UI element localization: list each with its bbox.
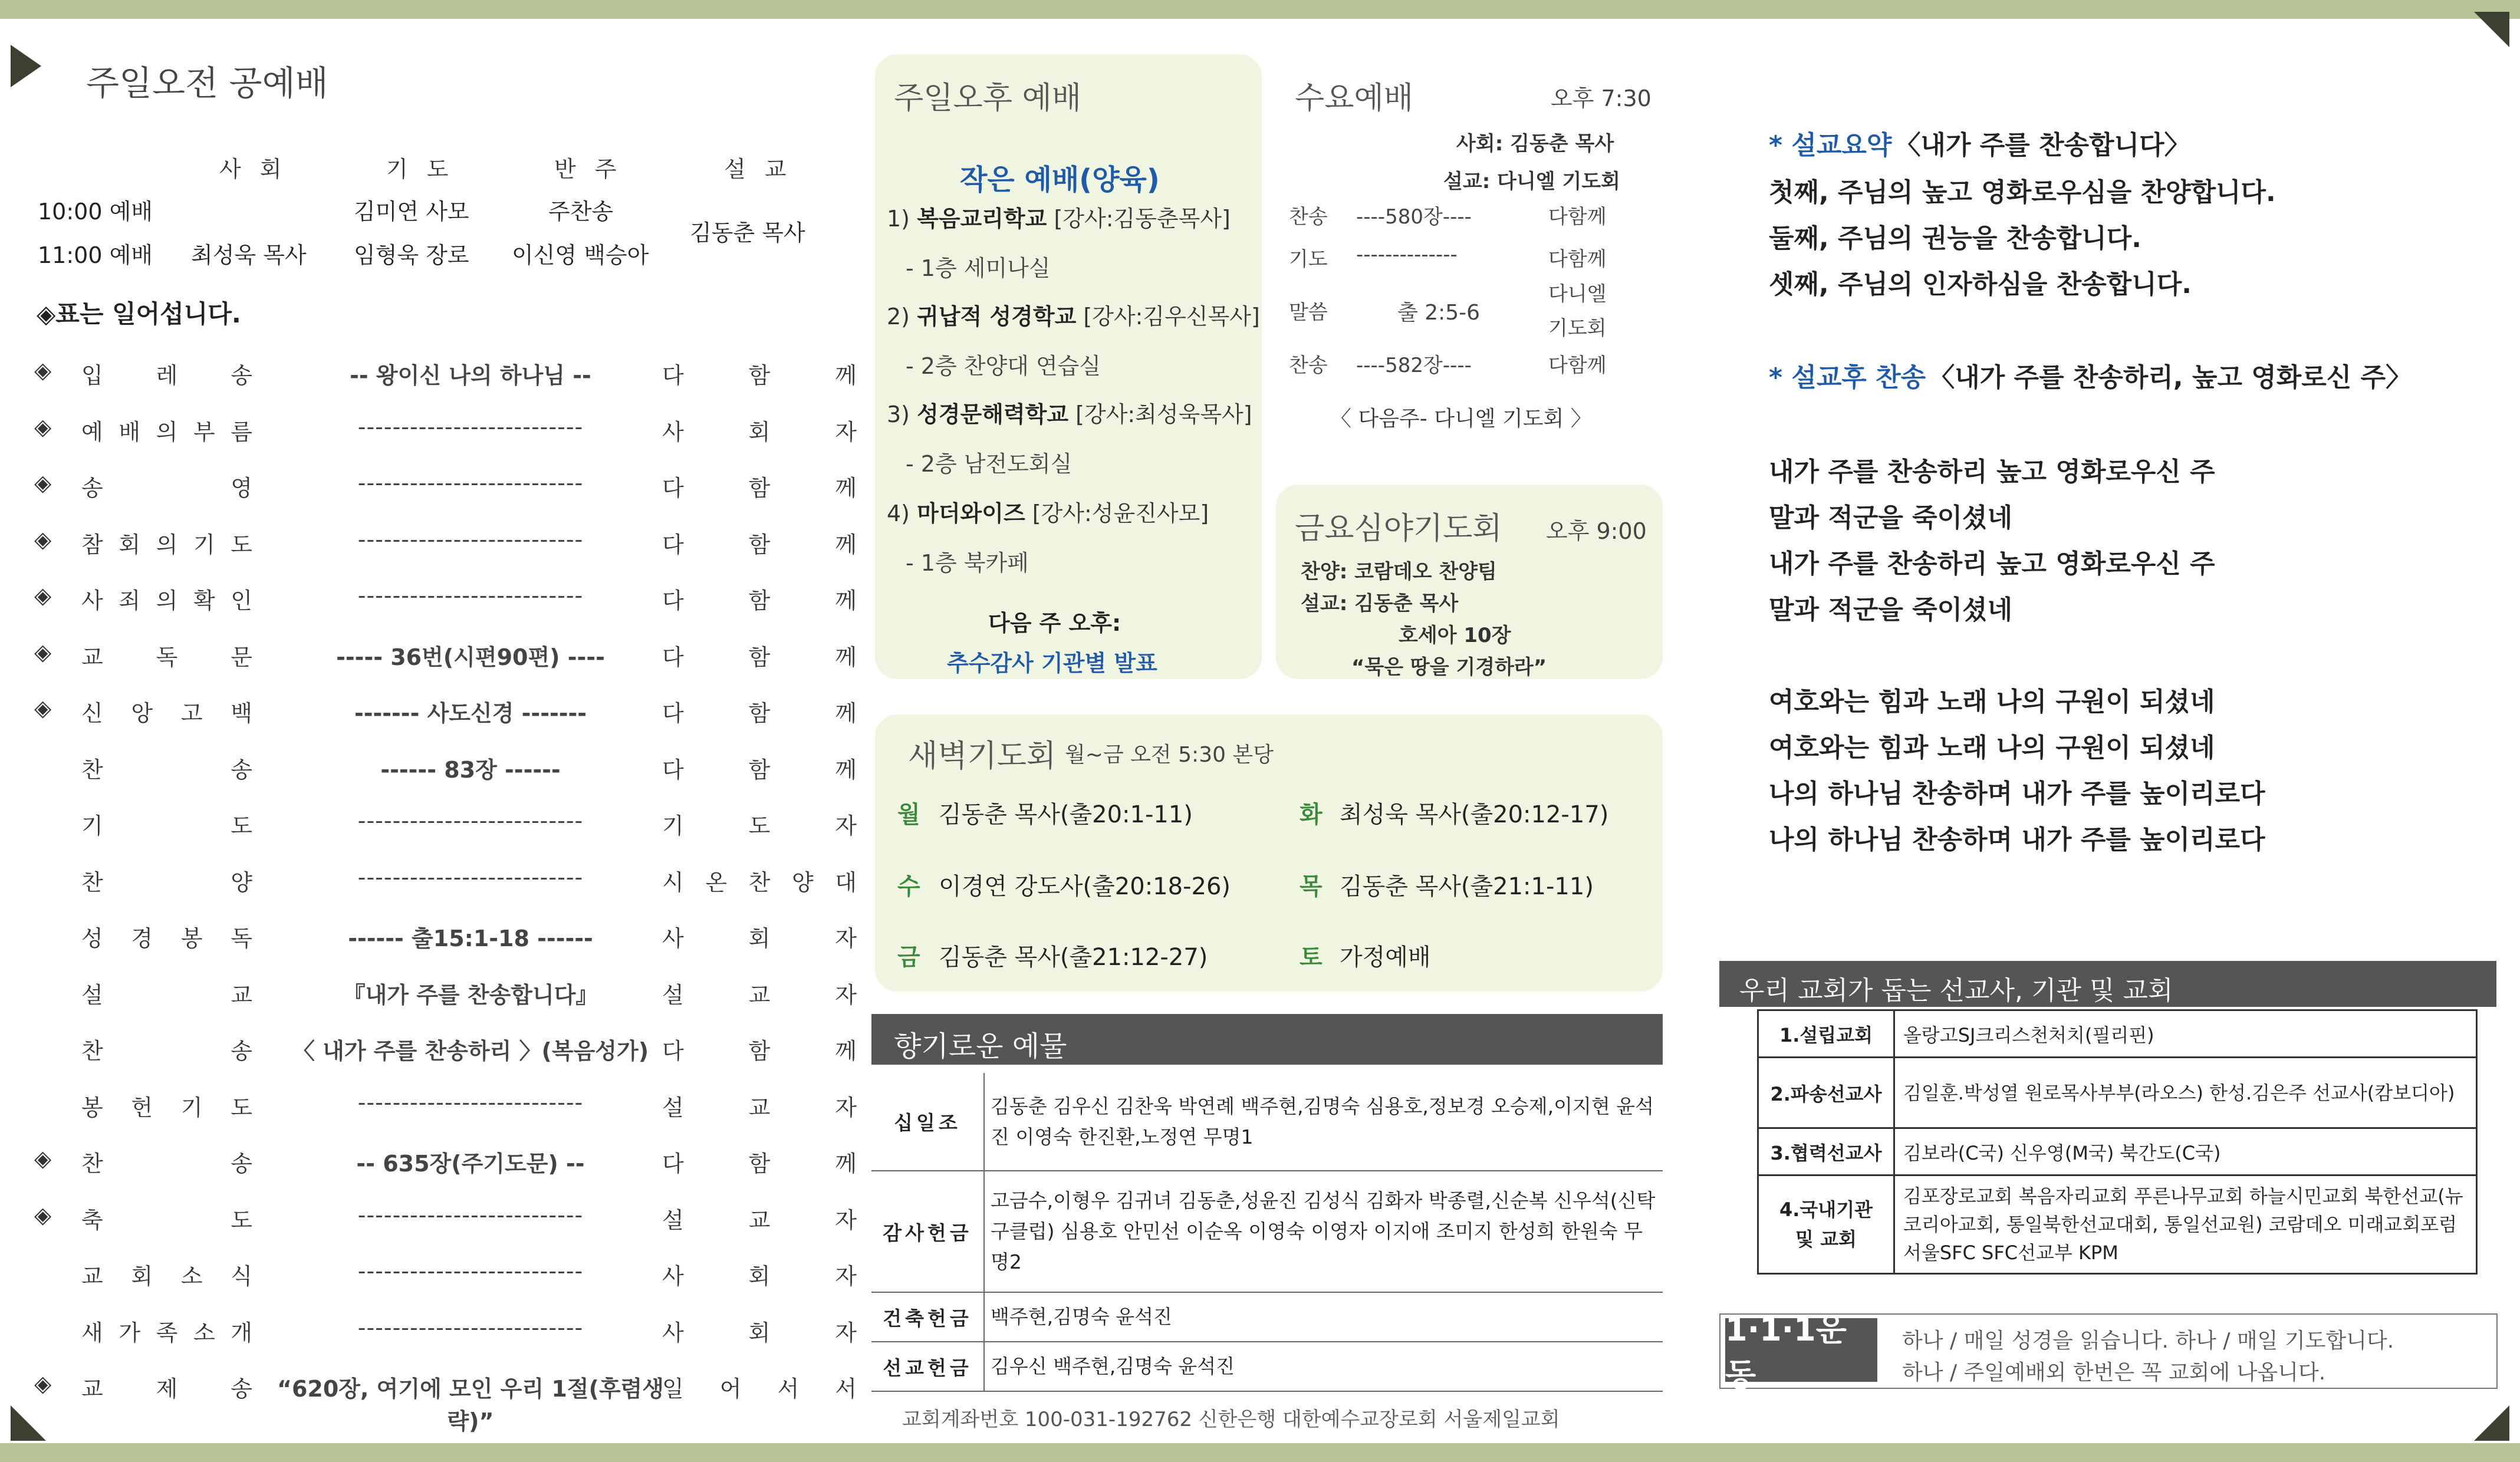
order-item-detail: ------- 사도신경 -------: [354, 700, 587, 726]
order-item-name: 새 가 족 소 개: [81, 1319, 252, 1346]
header-anthem: 반 주: [554, 156, 623, 182]
order-item-detail: ------ 출15:1-18 ------: [348, 926, 593, 951]
order-item-name: 예 배 의 부 름: [81, 419, 252, 445]
wednesday-item-name: 말씀: [1289, 301, 1328, 324]
mission-category: 2.파송선교사: [1758, 1058, 1894, 1128]
corner-triangle-bottom-right: [2474, 1405, 2509, 1441]
order-item: [34, 688, 857, 729]
lyric-line: 나의 하나님 찬송하며 내가 주를 높이리로다: [1769, 779, 2265, 809]
wednesday-host: 사회: 김동춘 목사: [1456, 132, 1614, 156]
school-teacher: [강사:성윤진사모]: [1032, 500, 1209, 526]
order-item: [34, 970, 857, 1011]
row-time: 10:00 예배: [38, 199, 153, 225]
standing-mark: ◈: [34, 357, 52, 383]
missions-row: [1758, 1128, 2477, 1175]
mission-names: 김보라(C국) 신우영(M국) 북간도(C국): [1894, 1128, 2477, 1175]
missions-row: [1758, 1058, 2477, 1128]
missions-table: [1757, 1009, 2478, 1275]
school-number: 1): [887, 206, 910, 232]
order-item-leader: 기 도 자: [662, 813, 857, 839]
school-item: [887, 200, 1231, 233]
school-item: [887, 396, 1252, 429]
school-teacher: [강사:김우신목사]: [1083, 304, 1260, 330]
school-name: 성경문해력학교: [917, 401, 1069, 427]
offering-names: 고금수,이형우 김귀녀 김동춘,성윤진 김성식 김화자 박종렬,신순복 신우석(신탁구클럽) 심용호 안민선 이순옥 이영숙 이영자 이지애 조미지 한성희 한원숙 무명2: [984, 1171, 1663, 1292]
lyric-line: 나의 하나님 찬송하며 내가 주를 높이리로다: [1769, 825, 2265, 855]
school-room: - 1층 세미나실: [906, 255, 1051, 281]
header-sermon: 설 교: [724, 156, 792, 182]
order-item-leader: 다 함 께: [662, 531, 857, 558]
closing-hymn-title: 〈내가 주를 찬송하리, 높고 영화로신 주〉: [1929, 363, 2412, 393]
standing-mark: ◈: [34, 582, 52, 608]
order-item-name: 교 독 문: [81, 644, 252, 670]
dawn-subtitle: 월~금 오전 5:30 본당: [1065, 743, 1274, 767]
school-name: 귀납적 성경학교: [917, 304, 1077, 330]
row-time: 11:00 예배: [38, 242, 153, 268]
order-item-leader: 일 어 서 서: [662, 1376, 857, 1402]
bottom-border-band: [0, 1443, 2520, 1462]
order-item: [34, 463, 857, 504]
offering-names: 백주현,김명숙 윤석진: [984, 1292, 1663, 1342]
standing-mark: ◈: [34, 526, 52, 552]
preacher-name: 김동춘 목사: [690, 220, 805, 246]
order-item-name: 찬 송: [81, 1038, 252, 1064]
order-item-leader: 다 함 께: [662, 363, 857, 388]
top-border-band: [0, 0, 2520, 19]
offering-type: 감사헌금: [871, 1171, 984, 1292]
school-teacher: [강사:최성욱목사]: [1075, 401, 1252, 427]
wednesday-item-mid: ----580장----: [1356, 205, 1472, 229]
lyric-line: 여호와는 힘과 노래 나의 구원이 되셨네: [1769, 687, 2215, 717]
offerings-title: 향기로운 예물: [894, 1030, 1067, 1063]
offerings-header: [871, 1014, 1663, 1065]
order-item-name: 입 레 송: [81, 363, 252, 388]
next-week-text: 추수감사 기관별 발표: [947, 650, 1157, 676]
sermon-point: 셋째, 주님의 인자하심을 찬송합니다.: [1769, 269, 2192, 299]
order-item-detail: --------------------------: [357, 526, 584, 552]
offerings-table: [871, 1073, 1663, 1392]
header-prayer: 기 도: [386, 156, 455, 182]
order-item-detail: --------------------------: [357, 470, 584, 496]
order-item-detail: “620장, 여기에 모인 우리 1절(후렴생략)”: [277, 1376, 664, 1434]
order-item-detail: --------------------------: [357, 864, 584, 890]
sermon-summary-heading: [1769, 124, 2190, 162]
dawn-leader: 김동춘 목사(출21:12-27): [939, 944, 1208, 971]
order-item-leader: 사 회 자: [662, 1319, 857, 1346]
row-prayer: 김미연 사모: [354, 199, 469, 225]
mission-names: 올랑고SJ크리스천처치(필리핀): [1894, 1010, 2477, 1058]
order-item: [34, 350, 857, 391]
order-item-name: 봉 헌 기 도: [81, 1094, 252, 1121]
order-item: [34, 1082, 857, 1124]
dawn-day: 토: [1300, 944, 1322, 971]
offerings-row: [871, 1171, 1663, 1292]
offerings-row: [871, 1073, 1663, 1171]
standing-mark: ◈: [34, 413, 52, 440]
school-item: [887, 495, 1209, 528]
mission-names: 김포장로교회 복음자리교회 푸른나무교회 하늘시민교회 북한선교(뉴코리아교회, 통일북한선교대회, 통일선교원) 코람데오 미래교회포럼 서울SFC SFC선교부 KPM: [1894, 1175, 2477, 1274]
order-item-name: 참 회 의 기 도: [81, 531, 252, 558]
order-item-name: 찬 송: [81, 1151, 252, 1177]
order-item: [34, 575, 857, 617]
order-item-detail: -- 왕이신 나의 하나님 --: [350, 363, 591, 388]
dawn-leader: 최성욱 목사(출20:12-17): [1340, 801, 1609, 828]
order-item-name: 송 영: [81, 475, 252, 501]
dawn-day: 금: [897, 944, 920, 971]
dawn-day: 월: [897, 801, 920, 828]
order-item-leader: 다 함 께: [662, 644, 857, 670]
order-item-leader: 다 함 께: [662, 700, 857, 726]
offering-type: 선교헌금: [871, 1342, 984, 1391]
order-item-detail: --------------------------: [357, 1201, 584, 1228]
wednesday-item-name: 기도: [1289, 248, 1328, 271]
movement-line: 하나 / 주일예배외 한번은 꼭 교회에 나옵니다.: [1902, 1361, 2326, 1385]
wednesday-item-mid: ----582장----: [1356, 354, 1472, 377]
school-item: [887, 298, 1260, 331]
dawn-leader: 이경연 강도사(출20:18-26): [939, 873, 1231, 900]
sermon-summary-label: * 설교요약: [1769, 130, 1892, 160]
order-item-leader: 사 회 자: [662, 1263, 857, 1289]
missions-title: 우리 교회가 돕는 선교사, 기관 및 교회: [1739, 976, 2173, 1006]
order-item-leader: 다 함 께: [662, 756, 857, 783]
order-item-leader: 다 함 께: [662, 1151, 857, 1177]
order-item-name: 신 앙 고 백: [81, 700, 252, 726]
order-item-name: 성 경 봉 독: [81, 926, 252, 951]
dawn-leader: 김동춘 목사(출21:1-11): [1340, 873, 1594, 900]
school-room: - 2층 찬양대 연습실: [906, 353, 1101, 379]
order-item-detail: ----- 36번(시편90편) ----: [336, 644, 605, 670]
wednesday-item-mid: 출 2:5-6: [1397, 301, 1481, 325]
order-item-detail: --------------------------: [357, 808, 584, 834]
wednesday-item-name: 찬송: [1289, 354, 1328, 377]
order-item-detail: --------------------------: [357, 1314, 584, 1341]
standing-mark: ◈: [34, 1145, 52, 1171]
friday-title: 금요심야기도회: [1295, 511, 1502, 546]
wednesday-item-name: 찬송: [1289, 205, 1328, 229]
standing-mark: ◈: [34, 638, 52, 665]
order-item: [34, 801, 857, 842]
school-number: 3): [887, 401, 910, 427]
header-host: 사 회: [219, 156, 288, 182]
closing-hymn-heading: [1769, 356, 2412, 394]
order-item: [34, 913, 857, 954]
order-item-name: 축 도: [81, 1207, 252, 1233]
order-item-leader: 사 회 자: [662, 926, 857, 951]
order-item: [34, 407, 857, 448]
wednesday-title: 수요예배: [1295, 81, 1413, 116]
wednesday-item-who: 다니엘 기도회: [1548, 282, 1607, 340]
order-item-name: 교 제 송: [81, 1376, 252, 1402]
order-item: [34, 745, 857, 786]
order-item: [34, 632, 857, 673]
standing-mark: ◈: [34, 1201, 52, 1228]
order-item-detail: 〈 내가 주를 찬송하리 〉(복음성가): [292, 1038, 649, 1064]
movement-line: 하나 / 매일 성경을 읽습니다. 하나 / 매일 기도합니다.: [1902, 1329, 2394, 1353]
order-item-name: 사 죄 의 확 인: [81, 588, 252, 614]
order-item-detail: --------------------------: [357, 413, 584, 440]
standing-note: ◈표는 일어섭니다.: [37, 299, 241, 328]
mission-category: 3.협력선교사: [1758, 1128, 1894, 1175]
order-item-detail: 『내가 주를 찬송합니다』: [343, 982, 598, 1008]
missions-header: [1719, 961, 2496, 1007]
lyric-line: 내가 주를 찬송하리 높고 영화로우신 주: [1769, 457, 2215, 487]
dawn-leader: 김동춘 목사(출20:1-11): [939, 801, 1193, 828]
order-item-name: 설 교: [81, 982, 252, 1008]
order-item-name: 찬 송: [81, 756, 252, 783]
row-prayer: 임형욱 장로: [354, 242, 469, 268]
order-item-name: 찬 양: [81, 869, 252, 895]
school-room: - 1층 북카페: [906, 550, 1029, 576]
offerings-row: [871, 1342, 1663, 1391]
school-name: 마더와이즈: [917, 500, 1025, 526]
dawn-day: 목: [1300, 873, 1322, 900]
offering-names: 김동춘 김우신 김찬욱 박연례 백주현,김명숙 심용호,정보경 오승제,이지현 윤석진 이영숙 한진환,노정연 무명1: [984, 1073, 1663, 1171]
order-item: [34, 1308, 857, 1349]
morning-service-title: 주일오전 공예배: [86, 63, 328, 103]
lyric-line: 내가 주를 찬송하리 높고 영화로우신 주: [1769, 549, 2215, 579]
order-item-detail: ------ 83장 ------: [380, 756, 561, 783]
row-anthem: 이신영 백승아: [512, 242, 649, 268]
lyric-line: 여호와는 힘과 노래 나의 구원이 되셨네: [1769, 733, 2215, 763]
friday-preacher: 설교: 김동춘 목사: [1301, 592, 1459, 615]
order-item-detail: --------------------------: [357, 1089, 584, 1115]
order-item-name: 기 도: [81, 813, 252, 839]
missions-row: [1758, 1010, 2477, 1058]
wednesday-item-who: 다함께: [1548, 205, 1607, 229]
standing-mark: ◈: [34, 695, 52, 721]
mission-names: 김일훈.박성열 원로목사부부(라오스) 한성.김은주 선교사(캄보디아): [1894, 1058, 2477, 1128]
wednesday-time: 오후 7:30: [1551, 85, 1652, 111]
order-item: [34, 1251, 857, 1292]
friday-quote: “묵은 땅을 기경하라”: [1351, 656, 1547, 679]
order-item: [34, 1026, 857, 1067]
friday-praise: 찬양: 코람데오 찬양팀: [1301, 560, 1497, 584]
closing-hymn-label: * 설교후 찬송: [1769, 363, 1926, 393]
order-item-leader: 설 교 자: [662, 982, 857, 1008]
order-item-detail: --------------------------: [357, 1258, 584, 1284]
school-room: - 2층 남전도회실: [906, 451, 1073, 477]
corner-triangle-top-left: [11, 45, 41, 87]
sermon-point: 첫째, 주님의 높고 영화로우심을 찬양합니다.: [1769, 177, 2276, 208]
wednesday-next: 〈 다음주- 다니엘 기도회 〉: [1330, 407, 1592, 431]
standing-mark: ◈: [34, 470, 52, 496]
order-item-leader: 사 회 자: [662, 419, 857, 445]
wednesday-item-who: 다함께: [1548, 248, 1607, 271]
mission-category: 1.설립교회: [1758, 1010, 1894, 1058]
order-item: [34, 519, 857, 561]
lyric-line: 말과 적군을 죽이셨네: [1769, 503, 2013, 533]
order-item-detail: -- 635장(주기도문) --: [356, 1151, 585, 1177]
next-week-label: 다음 주 오후:: [988, 610, 1121, 636]
corner-triangle-top-right: [2474, 12, 2509, 47]
order-item: [34, 857, 857, 898]
order-item-leader: 시 온 찬 양 대: [662, 869, 857, 895]
order-item: [34, 1364, 857, 1434]
row-anthem: 주찬송: [548, 199, 614, 225]
row-host: 최성욱 목사: [191, 242, 307, 268]
dawn-day: 화: [1300, 801, 1322, 828]
lyric-line: 말과 적군을 죽이셨네: [1769, 595, 2013, 625]
dawn-title: 새벽기도회: [908, 739, 1057, 774]
wednesday-item-mid: --------------: [1356, 243, 1458, 266]
movement-tag: 1·1·1운동: [1725, 1318, 1877, 1382]
church-account-info: 교회계좌번호 100-031-192762 신한은행 대한예수교장로회 서울제일교회: [902, 1408, 1560, 1431]
afternoon-subtitle: 작은 예배(양육): [960, 163, 1160, 196]
offering-type: 건축헌금: [871, 1292, 984, 1342]
offering-type: 십일조: [871, 1073, 984, 1171]
school-teacher: [강사:김동춘목사]: [1054, 206, 1231, 232]
order-item-leader: 설 교 자: [662, 1207, 857, 1233]
sermon-point: 둘째, 주님의 권능을 찬송합니다.: [1769, 223, 2141, 253]
afternoon-title: 주일오후 예배: [894, 81, 1081, 116]
order-item-leader: 다 함 께: [662, 1038, 857, 1064]
standing-mark: ◈: [34, 1371, 52, 1397]
order-item-leader: 설 교 자: [662, 1094, 857, 1121]
order-item-leader: 다 함 께: [662, 588, 857, 614]
order-item-detail: --------------------------: [357, 582, 584, 608]
offerings-row: [871, 1292, 1663, 1342]
school-number: 4): [887, 500, 910, 526]
missions-row: [1758, 1175, 2477, 1274]
offering-names: 김우신 백주현,김명숙 윤석진: [984, 1342, 1663, 1391]
order-item-name: 교 회 소 식: [81, 1263, 252, 1289]
dawn-leader: 가정예배: [1340, 944, 1431, 971]
wednesday-item-who: 다함께: [1548, 354, 1607, 377]
mission-category: 4.국내기관 및 교회: [1758, 1175, 1894, 1274]
dawn-day: 수: [897, 873, 920, 900]
corner-triangle-bottom-left: [11, 1405, 46, 1441]
order-item: [34, 1195, 857, 1236]
school-name: 복음교리학교: [917, 206, 1047, 232]
school-number: 2): [887, 304, 910, 330]
wednesday-preacher: 설교: 다니엘 기도회: [1443, 170, 1621, 193]
friday-passage: 호세아 10장: [1399, 624, 1511, 647]
order-item-leader: 다 함 께: [662, 475, 857, 501]
friday-time: 오후 9:00: [1546, 518, 1647, 544]
sermon-summary-title: 〈내가 주를 찬송합니다〉: [1894, 130, 2190, 160]
order-item: [34, 1138, 857, 1180]
